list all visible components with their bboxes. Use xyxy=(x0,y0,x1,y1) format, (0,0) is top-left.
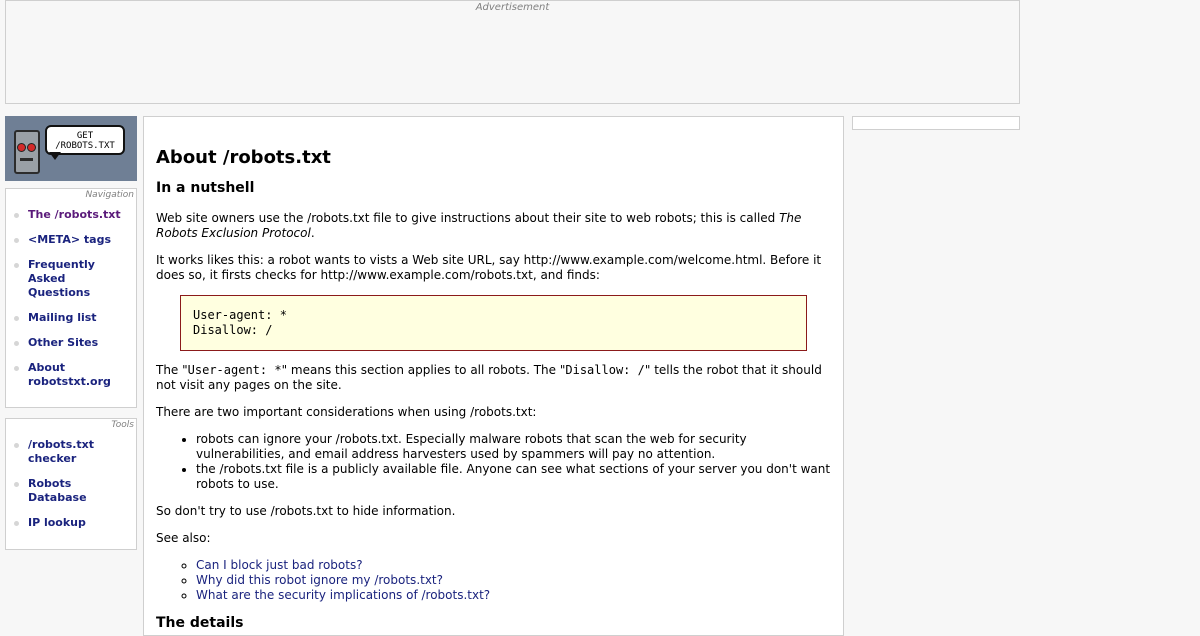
consideration-item: • robots can ignore your /robots.txt. Especially malware robots that scan the web for security vulnerabilities, and email address harvesters used by spammers will pay no attention. xyxy=(196,432,831,462)
tools-link-checker[interactable]: /robots.txt checker xyxy=(28,438,95,465)
advertisement-label: Advertisement xyxy=(475,2,550,13)
speech-line-1: GET xyxy=(76,131,94,141)
nav-link-mailing-list[interactable]: Mailing list xyxy=(28,311,97,324)
nav-link-robots-txt[interactable]: The /robots.txt xyxy=(28,208,121,221)
explanation-part-1: The " xyxy=(156,363,188,377)
protocol-name: The Robots Exclusion Protocol xyxy=(156,211,802,240)
speech-bubble xyxy=(45,125,125,155)
see-also-list xyxy=(156,558,831,603)
link-security-implications[interactable]: What are the security implications of /robots.txt? xyxy=(196,588,491,602)
link-robot-ignore[interactable]: Why did this robot ignore my /robots.txt? xyxy=(196,573,444,587)
inline-code-user-agent: User-agent: * xyxy=(187,363,282,377)
speech-line-2: /ROBOTS.TXT xyxy=(55,141,115,151)
nav-item-other-sites xyxy=(6,336,136,350)
tools-item-checker xyxy=(6,438,136,466)
how-it-works-paragraph: It works likes this: a robot wants to vists a Web site URL, say http://www.example.com/welcome.html. Before it does so, it firsts checks for http://www.example.com/robots.txt, and finds: xyxy=(156,253,822,282)
navigation-box xyxy=(5,188,137,408)
considerations-intro: There are two important considerations when using /robots.txt: xyxy=(156,405,537,419)
tools-item-robots-database xyxy=(6,477,136,505)
link-block-bad-robots[interactable]: Can I block just bad robots? xyxy=(196,558,363,572)
navigation-title: Navigation xyxy=(85,190,134,200)
nav-item-about xyxy=(6,361,136,389)
intro-end: . xyxy=(310,226,315,240)
robot-eye-left xyxy=(17,143,26,152)
nav-item-meta-tags xyxy=(6,233,136,247)
navigation-list xyxy=(6,200,136,406)
see-also-item xyxy=(196,588,831,603)
robot-eye-right xyxy=(27,143,36,152)
section-heading-nutshell: In a nutshell xyxy=(156,180,255,196)
considerations-list xyxy=(156,432,831,492)
tools-box xyxy=(5,418,137,550)
tools-link-robots-database[interactable]: Robots Database xyxy=(28,477,87,504)
right-sidebar-box xyxy=(852,116,1020,130)
see-also-item xyxy=(196,573,831,588)
see-also-item xyxy=(196,558,831,573)
tools-list xyxy=(6,430,136,547)
section-heading-details: The details xyxy=(156,615,244,631)
nav-item-mailing-list xyxy=(6,311,136,325)
explanation-part-2: " means this section applies to all robots. The " xyxy=(281,363,566,377)
see-also-label: See also: xyxy=(156,531,211,545)
nav-link-faq[interactable]: Frequently Asked Questions xyxy=(28,258,95,299)
intro-text: Web site owners use the /robots.txt file to give instructions about their site to web robots; this is called xyxy=(156,211,780,225)
nav-link-meta-tags[interactable]: <META> tags xyxy=(28,233,111,246)
hide-info-paragraph: So don't try to use /robots.txt to hide information. xyxy=(156,504,456,518)
nav-item-robots-txt xyxy=(6,208,136,222)
tools-item-ip-lookup xyxy=(6,516,136,530)
nav-item-faq xyxy=(6,258,136,300)
tools-title: Tools xyxy=(111,420,134,430)
site-logo[interactable] xyxy=(5,116,137,181)
page-title: About /robots.txt xyxy=(156,147,331,168)
nav-link-other-sites[interactable]: Other Sites xyxy=(28,336,99,349)
consideration-item: • the /robots.txt file is a publicly available file. Anyone can see what sections of your server you don't want robots to use. xyxy=(196,462,831,492)
nav-link-about[interactable]: About robotstxt.org xyxy=(28,361,111,388)
robot-icon xyxy=(14,130,40,174)
intro-paragraph xyxy=(156,211,831,241)
inline-code-disallow: Disallow: / xyxy=(565,363,645,377)
tools-link-ip-lookup[interactable]: IP lookup xyxy=(28,516,86,529)
speech-bubble-tail xyxy=(49,152,61,160)
code-example: User-agent: * Disallow: / xyxy=(180,295,807,351)
explanation-paragraph xyxy=(156,363,831,393)
robot-mouth xyxy=(20,158,33,161)
explanation-part-3: " tells the robot that it should not visit any pages on the site. xyxy=(156,363,822,392)
main-content xyxy=(143,116,844,636)
advertisement-banner xyxy=(5,0,1020,104)
